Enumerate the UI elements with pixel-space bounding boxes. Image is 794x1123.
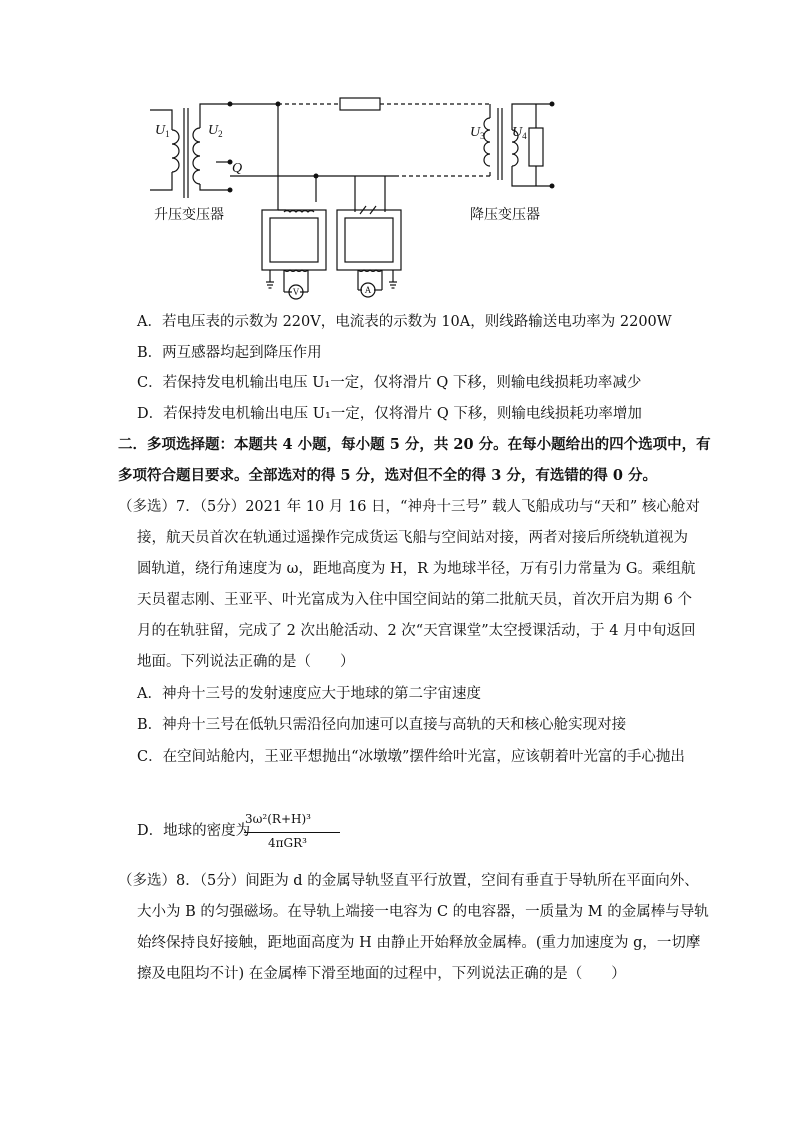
a-meter-label: A [364, 285, 372, 295]
u4-label: $U_4$ [512, 125, 527, 141]
step-up-label: 升压变压器 [154, 207, 224, 223]
secondary-coil [193, 128, 200, 184]
fraction-bar [244, 832, 340, 833]
q8-stem-line2: 大小为 B 的匀强磁场。在导轨上端接一电容为 C 的电容器，一质量为 M 的金属棒与导轨 [137, 904, 709, 920]
primary-coil [172, 130, 179, 172]
density-denominator: 4πGR³ [268, 836, 307, 850]
q7-stem-line4: 天员翟志刚、王亚平、叶光富成为入住中国空间站的第二批航天员，首次开启为期 6 个 [137, 592, 692, 608]
q7-option-a: A．神舟十三号的发射速度应大于地球的第二宇宙速度 [137, 686, 481, 702]
q8-stem-line3: 始终保持良好接触，距地面高度为 H 由静止开始释放金属棒。(重力加速度为 g，一切摩 [137, 935, 701, 951]
density-numerator: 3ω²(R+H)³ [245, 812, 311, 826]
q7-stem-line3: 圆轨道，绕行角速度为 ω，距地高度为 H，R 为地球半径，万有引力常量为 G。乘组航 [137, 561, 696, 577]
u2-label: $U_2$ [208, 123, 223, 139]
circuit-diagram [130, 90, 580, 305]
section2-heading-line1: 二．多项选择题：本题共 4 小题，每小题 5 分，共 20 分。在每小题给出的四个选项中，有 [118, 436, 711, 453]
u1-label: $U_1$ [155, 123, 170, 139]
q7-stem-line2: 接，航天员首次在轨通过遥操作完成货运飞船与空间站对接，两者对接后所绕轨道视为 [137, 530, 688, 546]
q7-option-d-prefix: D．地球的密度为 [137, 823, 251, 839]
q7-option-c: C．在空间站舱内，王亚平想抛出“冰墩墩”摆件给叶光富，应该朝着叶光富的手心抛出 [137, 749, 685, 765]
q-label: Q [232, 161, 243, 176]
section2-heading-line2: 多项符合题目要求。全部选对的得 5 分，选对但不全的得 3 分，有选错的得 0 分。 [118, 467, 658, 484]
v-meter-label: V [292, 287, 300, 297]
q8-stem-line1: （多选）8．（5分）间距为 d 的金属导轨竖直平行放置，空间有垂直于导轨所在平面向外、 [118, 873, 699, 889]
q6-option-a: A．若电压表的示数为 220V，电流表的示数为 10A，则线路输送电功率为 2200W [137, 314, 672, 330]
q7-option-b: B．神舟十三号在低轨只需沿径向加速可以直接与高轨的天和核心舱实现对接 [137, 717, 627, 733]
q8-stem-line4: 擦及电阻均不计) 在金属棒下滑至地面的过程中，下列说法正确的是（ ） [137, 966, 626, 982]
q7-stem-line1: （多选）7．（5分）2021 年 10 月 16 日，“神舟十三号” 载人飞船成功与“天和” 核心舱对 [118, 499, 700, 515]
q6-option-c: C．若保持发电机输出电压 U₁一定，仅将滑片 Q 下移，则输电线损耗功率减少 [137, 375, 642, 391]
line-resistor [340, 98, 380, 110]
step-down-label: 降压变压器 [470, 207, 540, 223]
u3-label: $U_3$ [470, 125, 485, 141]
q7-stem-line6: 地面。下列说法正确的是（ ） [137, 654, 355, 670]
load-resistor [529, 128, 543, 166]
q7-stem-line5: 月的在轨驻留，完成了 2 次出舱活动、2 次“天宫课堂”太空授课活动，于 4 月中旬返回 [137, 623, 696, 639]
q6-option-d: D．若保持发电机输出电压 U₁一定，仅将滑片 Q 下移，则输电线损耗功率增加 [137, 406, 642, 422]
q6-option-b: B．两互感器均起到降压作用 [137, 345, 322, 361]
